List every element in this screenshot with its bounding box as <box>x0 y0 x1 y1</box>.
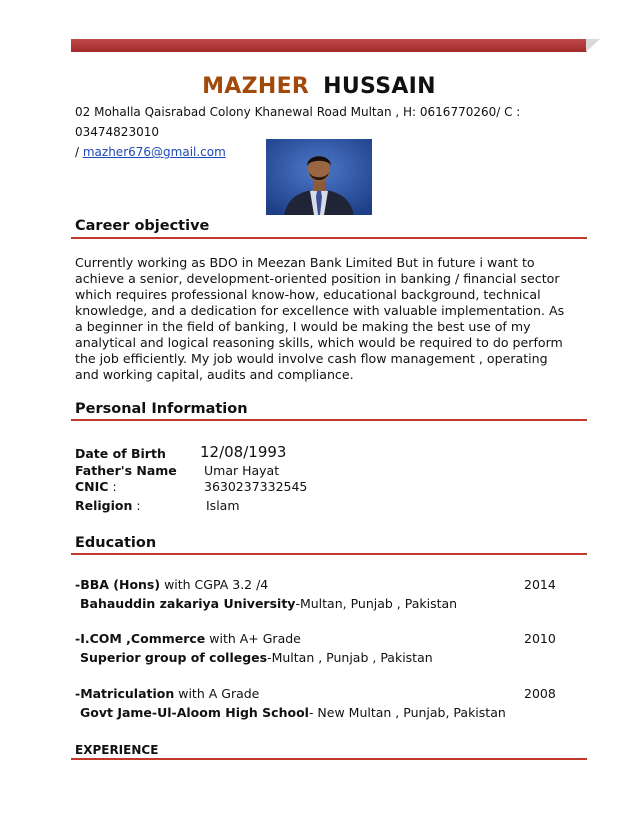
institute-name: Govt Jame-Ul-Aloom High School <box>80 705 309 720</box>
personal-info-heading: Personal Information <box>75 401 248 417</box>
institute-name: Superior group of colleges <box>80 650 268 665</box>
dob-label: Date of Birth <box>75 446 166 461</box>
address-line: 02 Mohalla Qaisrabad Colony Khanewal Road Multan , H: 0616770260/ C : 03474823010 <box>75 105 521 139</box>
degree: -BBA (Hons) <box>75 577 161 592</box>
education-year: 2008 <box>524 686 556 701</box>
education-year: 2014 <box>524 577 556 592</box>
top-banner-bar <box>71 39 587 52</box>
profile-photo <box>266 139 372 215</box>
last-name: HUSSAIN <box>323 74 436 99</box>
email-link[interactable]: mazher676@gmail.com <box>82 145 226 159</box>
email-prefix: / <box>75 145 83 159</box>
education-institute <box>80 705 506 720</box>
institute-location: -Multan , Punjab , Pakistan <box>267 650 433 665</box>
profile-photo-drawing <box>266 139 372 215</box>
candidate-name <box>0 74 638 99</box>
cnic-label-group <box>75 479 117 494</box>
father-name-value: Umar Hayat <box>204 463 280 478</box>
institute-location: - New Multan , Punjab, Pakistan <box>308 705 506 720</box>
religion-separator: : <box>132 498 141 513</box>
experience-heading: EXPERIENCE <box>75 743 159 757</box>
degree-detail: with A+ Grade <box>205 631 301 646</box>
education-item-icom <box>75 631 301 646</box>
religion-label-group <box>75 498 141 513</box>
father-name-label: Father's Name <box>75 463 177 478</box>
institute-name: Bahauddin zakariya University <box>80 596 296 611</box>
education-item-bba <box>75 577 268 592</box>
career-objective-rule <box>71 237 587 239</box>
cnic-value: 3630237332545 <box>204 479 308 494</box>
degree-detail: with A Grade <box>174 686 260 701</box>
top-banner-tip <box>586 39 600 52</box>
cnic-separator: : <box>108 479 117 494</box>
religion-value: Islam <box>206 498 240 513</box>
career-objective-text: Currently working as BDO in Meezan Bank Limited But in future i want to achieve a senior, development-oriented position in banking / financial sector which requires professional know-how, educational background, technical knowledge, and a dedication for excellence with valuable implementation. As a beginner in the field of banking, I would be making the best use of my analytical and logical reasoning skills, which would be required to do perform the job efficiently. My job would involve cash flow management , operating and working capital, audits and compliance. <box>75 255 565 382</box>
education-rule <box>71 553 587 555</box>
education-year: 2010 <box>524 631 556 646</box>
education-institute <box>80 596 457 611</box>
personal-info-rule <box>71 419 587 421</box>
career-objective-heading: Career objective <box>75 218 210 234</box>
education-item-matric <box>75 686 259 701</box>
education-institute <box>80 650 433 665</box>
degree-detail: with CGPA 3.2 /4 <box>160 577 269 592</box>
first-name: MAZHER <box>202 74 310 99</box>
cnic-label: CNIC <box>75 479 109 494</box>
experience-rule <box>71 758 587 760</box>
education-heading: Education <box>75 535 157 551</box>
religion-label: Religion <box>75 498 133 513</box>
institute-location: -Multan, Punjab , Pakistan <box>295 596 458 611</box>
degree: -Matriculation <box>75 686 175 701</box>
dob-value: 12/08/1993 <box>200 443 287 461</box>
degree: -I.COM ,Commerce <box>75 631 206 646</box>
